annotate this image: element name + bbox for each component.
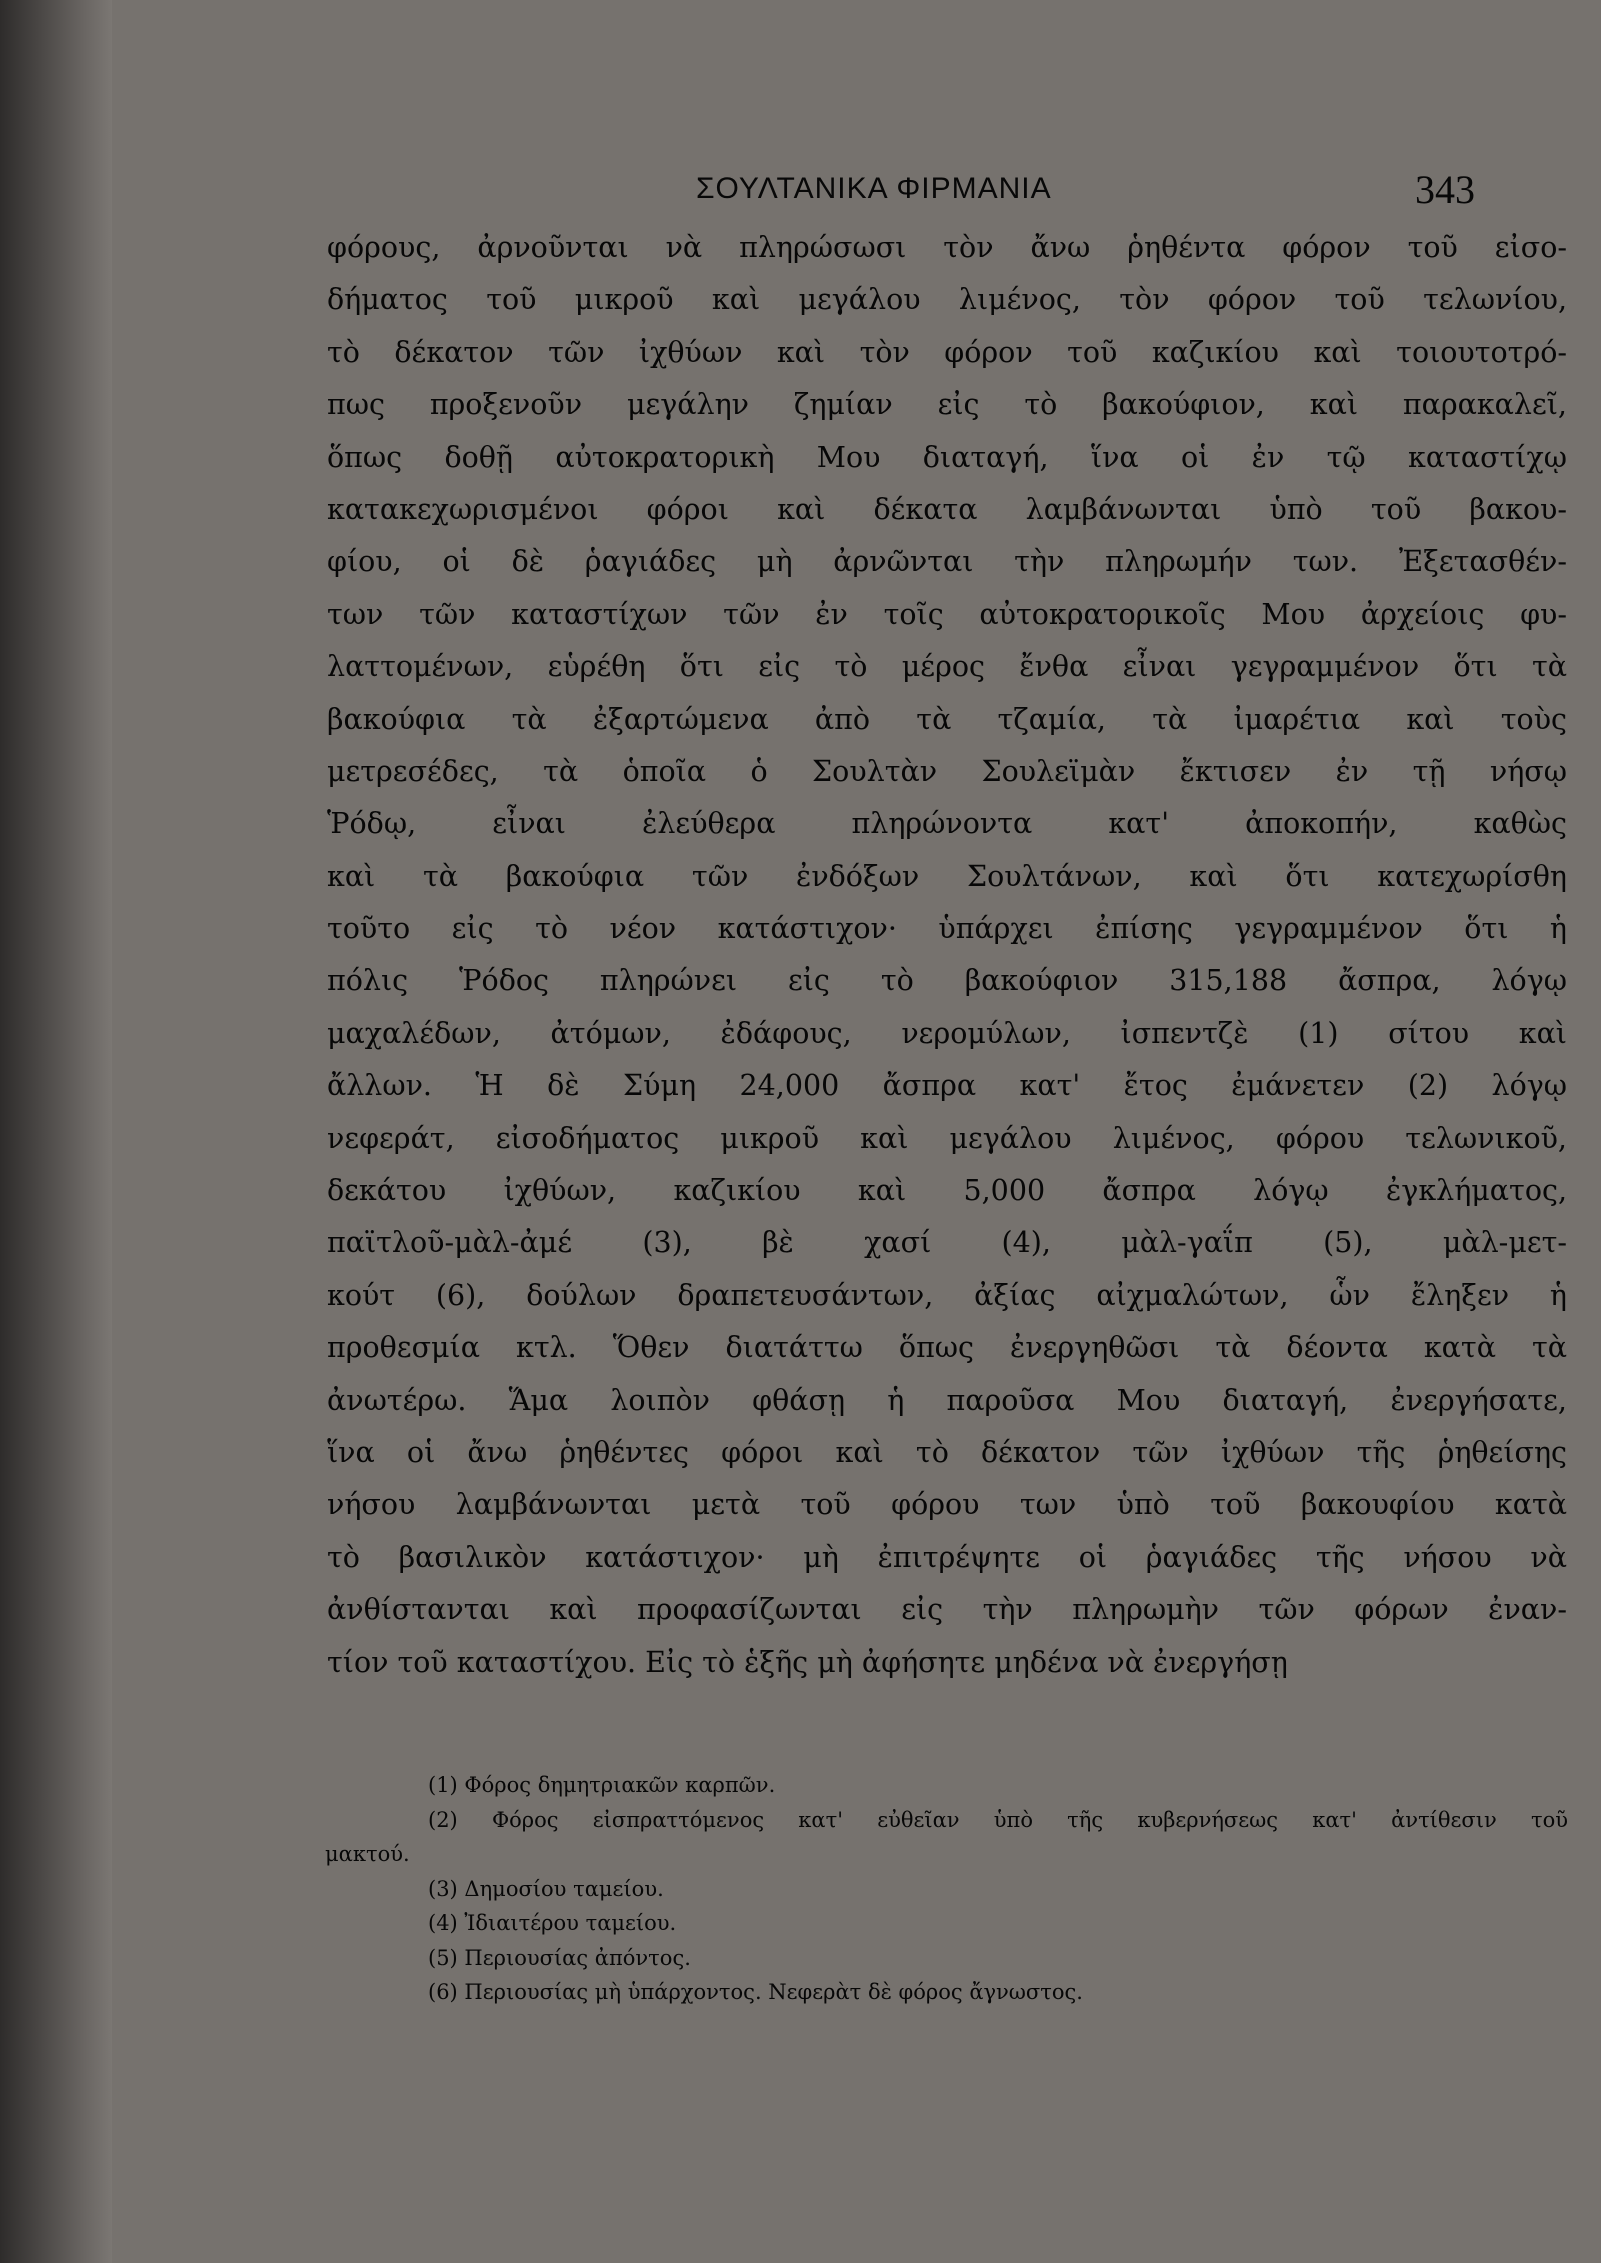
text-line: κούτ (6), δούλων δραπετευσάντων, ἀξίας αἰχμαλώτων, ὧν ἔληξεν ἡ — [327, 1278, 1567, 1312]
text-line: τὸ δέκατον τῶν ἰχθύων καὶ τὸν φόρον τοῦ καζικίου καὶ τοιουτοτρό- — [327, 335, 1567, 369]
text-line: δήματος τοῦ μικροῦ καὶ μεγάλου λιμένος, τὸν φόρον τοῦ τελωνίου, — [327, 283, 1567, 317]
body-text — [327, 222, 1567, 1689]
text-line: πως προξενοῦν μεγάλην ζημίαν εἰς τὸ βακούφιον, καὶ παρακαλεῖ, — [327, 388, 1567, 422]
text-line: Ῥόδῳ, εἶναι ἐλεύθερα πληρώνοντα κατ' ἀποκοπήν, καθὼς — [327, 807, 1567, 841]
text-line: λαττομένων, εὑρέθη ὅτι εἰς τὸ μέρος ἔνθα εἶναι γεγραμμένον ὅτι τὰ — [327, 650, 1567, 684]
text-line: νήσου λαμβάνωνται μετὰ τοῦ φόρου των ὑπὸ τοῦ βακουφίου κατὰ — [327, 1488, 1567, 1522]
text-line: πόλις Ῥόδος πληρώνει εἰς τὸ βακούφιον 315,188 ἄσπρα, λόγῳ — [327, 964, 1567, 998]
page-header — [112, 167, 1601, 222]
text-line: τοῦτο εἰς τὸ νέον κατάστιχον· ὑπάρχει ἐπίσης γεγραμμένον ὅτι ἡ — [327, 912, 1567, 946]
text-line: νεφεράτ, εἰσοδήματος μικροῦ καὶ μεγάλου λιμένος, φόρου τελωνικοῦ, — [327, 1121, 1567, 1155]
text-line: δεκάτου ἰχθύων, καζικίου καὶ 5,000 ἄσπρα λόγῳ ἐγκλήματος, — [327, 1174, 1567, 1208]
text-line: καὶ τὰ βακούφια τῶν ἐνδόξων Σουλτάνων, καὶ ὅτι κατεχωρίσθη — [327, 859, 1567, 893]
page-number: 343 — [1415, 167, 1475, 212]
text-line: ὅπως δοθῇ αὐτοκρατορικὴ Μου διαταγή, ἵνα οἱ ἐν τῷ καταστίχῳ — [327, 440, 1567, 474]
text-line: των τῶν καταστίχων τῶν ἐν τοῖς αὐτοκρατορικοῖς Μου ἀρχείοις φυ- — [327, 597, 1567, 631]
text-line: μετρεσέδες, τὰ ὁποῖα ὁ Σουλτὰν Σουλεϊμὰν ἔκτισεν ἐν τῇ νήσῳ — [327, 754, 1567, 788]
text-line: ἀνωτέρω. Ἅμα λοιπὸν φθάσῃ ἡ παροῦσα Μου διαταγή, ἐνεργήσατε, — [327, 1383, 1567, 1417]
footnote: (1) Φόρος δημητριακῶν καρπῶν. — [428, 1773, 776, 1797]
text-line: βακούφια τὰ ἐξαρτώμενα ἀπὸ τὰ τζαμία, τὰ ἰμαρέτια καὶ τοὺς — [327, 702, 1567, 736]
footnotes — [325, 1768, 1568, 2010]
footnote: (6) Περιουσίας μὴ ὑπάρχοντος. Νεφερὰτ δὲ φόρος ἄγνωστος. — [428, 1980, 1083, 2004]
footnote-continuation: μακτού. — [325, 1842, 410, 1866]
footnote: (3) Δημοσίου ταμείου. — [428, 1876, 664, 1901]
running-title: ΣΟΥΛΤΑΝΙΚΑ ΦΙΡΜΑΝΙΑ — [696, 172, 1052, 205]
text-line: ἀνθίστανται καὶ προφασίζωνται εἰς τὴν πληρωμὴν τῶν φόρων ἐναν- — [327, 1593, 1567, 1627]
text-line: ἵνα οἱ ἄνω ῥηθέντες φόροι καὶ τὸ δέκατον τῶν ἰχθύων τῆς ῥηθείσης — [327, 1435, 1567, 1469]
text-line: φόρους, ἀρνοῦνται νὰ πληρώσωσι τὸν ἄνω ῥηθέντα φόρον τοῦ εἰσο- — [327, 231, 1567, 264]
footnote: (2) Φόρος εἰσπραττόμενος κατ' εὐθεῖαν ὑπὸ τῆς κυβερνήσεως κατ' ἀντίθεσιν τοῦ — [428, 1807, 1568, 1832]
book-spine-shadow — [0, 0, 112, 2263]
text-line: παϊτλοῦ-μὰλ-ἀμέ (3), βὲ χασί (4), μὰλ-γαΐπ (5), μὰλ-μετ- — [327, 1226, 1567, 1260]
text-line: τίον τοῦ καταστίχου. Εἰς τὸ ἑξῆς μὴ ἀφήσητε μηδένα νὰ ἐνεργήσῃ — [327, 1645, 1288, 1679]
text-line: τὸ βασιλικὸν κατάστιχον· μὴ ἐπιτρέψητε οἱ ῥαγιάδες τῆς νήσου νὰ — [327, 1540, 1567, 1574]
text-line: προθεσμία κτλ. Ὅθεν διατάττω ὅπως ἐνεργηθῶσι τὰ δέοντα κατὰ τὰ — [327, 1331, 1567, 1365]
text-line: ἄλλων. Ἡ δὲ Σύμη 24,000 ἄσπρα κατ' ἔτος ἐμάνετεν (2) λόγῳ — [327, 1069, 1567, 1103]
book-page — [112, 0, 1601, 2263]
text-line: κατακεχωρισμένοι φόροι καὶ δέκατα λαμβάνωνται ὑπὸ τοῦ βακου- — [327, 492, 1567, 526]
footnote: (4) Ἰδιαιτέρου ταμείου. — [428, 1911, 677, 1935]
text-line: φίου, οἱ δὲ ῥαγιάδες μὴ ἀρνῶνται τὴν πληρωμήν των. Ἐξετασθέν- — [327, 545, 1567, 579]
footnote: (5) Περιουσίας ἀπόντος. — [428, 1945, 691, 1970]
text-line: μαχαλέδων, ἀτόμων, ἐδάφους, νερομύλων, ἰσπεντζὲ (1) σίτου καὶ — [327, 1016, 1567, 1050]
